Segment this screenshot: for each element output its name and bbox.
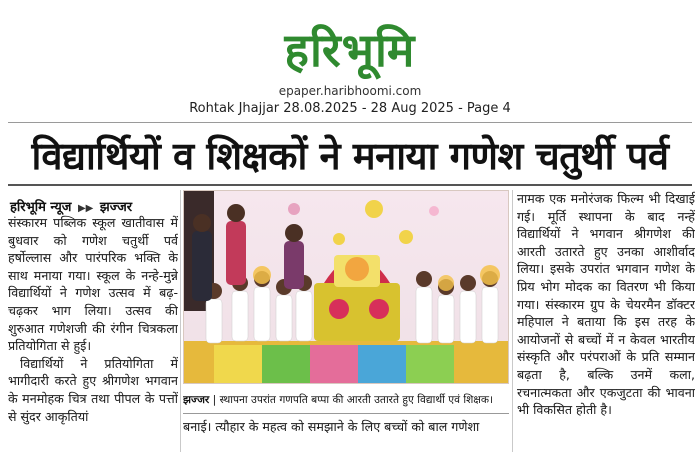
photo-caption [183,389,509,411]
top-divider [8,122,692,123]
masthead [0,0,700,120]
epaper-url[interactable]: epaper.haribhoomi.com [278,84,422,98]
article-right-column [517,190,695,452]
caption-place: झज्जर [183,394,210,406]
caption-text: स्थापना उपरांत गणपति बप्पा की आरती उतारते हुए विद्यार्थी एवं शिक्षक। [219,394,494,406]
caption-divider [183,413,509,414]
byline [10,197,178,215]
left-paragraph-1: संस्कारम पब्लिक स्कूल खातीवास में बुधवार को गणेश चतुर्थी पर्व हर्षोल्लास और पारंपरिक भक्ति के साथ मनाया गया। स्कूल के नन्हे-मुन्ने विद्यार्थियों ने गणेश उत्सव में बढ़-चढ़कर भाग लिया। उत्सव की शुरुआत गणेशजी की रंगीन चित्रकला प्रतियोगिता से हुई। [8,215,178,354]
article-headline: विद्यार्थियों व शिक्षकों ने मनाया गणेश चतुर्थी पर्व [31,134,669,178]
celebration-photo [184,191,509,384]
byline-arrow-icon: ▶▶ [77,203,94,214]
article-photo[interactable] [183,190,509,384]
byline-location: झज्जर [99,200,133,215]
article-middle-continuation: बनाई। त्यौहार के महत्व को समझाने के लिए बच्चों को बाल गणेशा [183,419,480,434]
article-left-column [8,214,178,450]
column-divider-right [512,190,513,452]
right-paragraph: नामक एक मनोरंजक फिल्म भी दिखाई गई। मूर्ति स्थापना के बाद नन्हें विद्यार्थियों ने भगवान श्रीगणेश की आरती उतारते हुए उनका आशीर्वाद लिया। इसके उपरांत भगवान गणेश के प्रिय भोग मोदक का वितरण भी किया गया। संस्कारम ग्रुप के चेयरमैन डॉक्टर महिपाल ने बताया कि इस तरह के आयोजनों से बच्चों में न केवल भारतीय संस्कृति और परंपराओं के प्रति सम्मान बढ़ता है, बल्कि उनमें कला, रचनात्मकता और एकजुटता की भावना भी विकसित होती है। [517,191,695,418]
caption-separator: | [212,394,220,406]
left-paragraph-2: विद्यार्थियों ने प्रतियोगिता में भागीदारी करते हुए श्रीगणेश भगवान के मनमोहक चित्र तथा पीपल के पत्तों से सुंदर आकृतियां [8,355,178,424]
edition-dateline: Rohtak Jhajjar 28.08.2025 - 28 Aug 2025 - Page 4 [189,101,511,116]
byline-source: हरिभूमि न्यूज [10,200,72,215]
headline-divider [8,184,692,186]
column-divider-left [180,190,181,452]
newspaper-logo[interactable]: हरिभूमि [284,23,416,77]
